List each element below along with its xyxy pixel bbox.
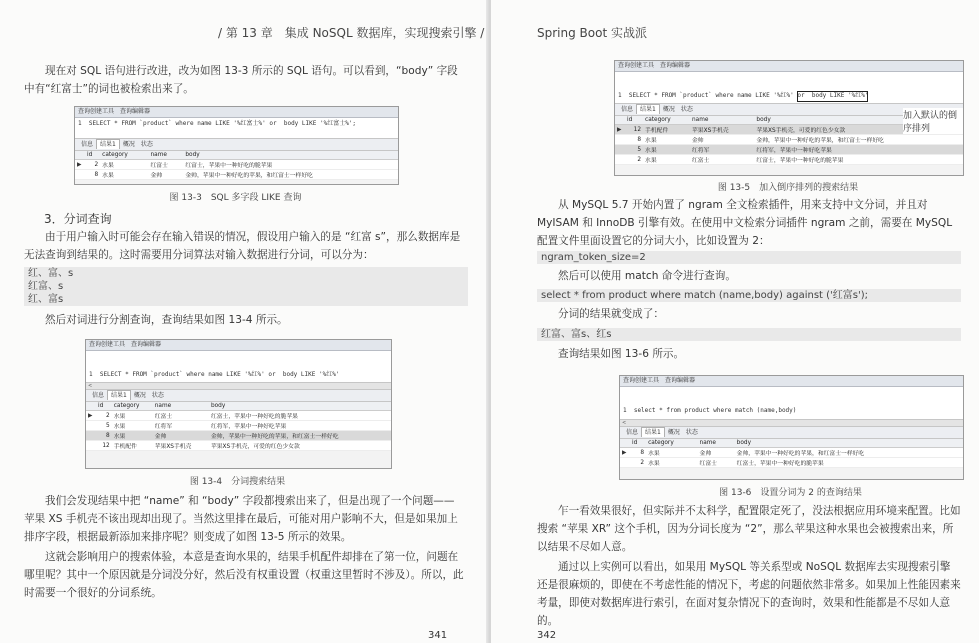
- cell-name[interactable]: 红富士: [148, 160, 183, 170]
- cell-id[interactable]: 8: [625, 135, 643, 145]
- right-paragraph-1: 从 MySQL 5.7 开始内置了 ngram 全文检索插件，用来支持中文分词，并且对 MyISAM 和 InnoDB 引擎有效。在使用中文检索分词插件 ngram 之前，需要在 MySQL 配置文件里面设置它的分词大小，比如设置为 2：: [537, 199, 953, 247]
- cell-category[interactable]: 水果: [643, 145, 690, 155]
- left-paragraph-4: 我们会发现结果中把 “name” 和 “body” 字段都搜索出来了，但是出现了一个问题——苹果 XS 手机壳不该出现却出现了。当然这里排在最后，可能对用户影响不大，但是如果加上排序字段，根据最新添加来排序呢？则变成了如图 13-5 所示的效果。: [24, 495, 458, 543]
- query-builder-tab[interactable]: 查询创建工具: [89, 341, 126, 348]
- cell-category[interactable]: 水果: [646, 448, 697, 458]
- row-marker-header: [620, 439, 630, 448]
- current-row-icon: ▶: [86, 411, 96, 421]
- cell-body[interactable]: 苹果XS手机壳，可爱的红色少女款: [209, 441, 391, 451]
- section-heading-segmentation: 3．分词查询: [44, 212, 112, 226]
- result-tabs: [620, 426, 963, 439]
- tab-profile[interactable]: 概况: [133, 392, 146, 399]
- cell-category[interactable]: 水果: [646, 458, 697, 468]
- sql-editor[interactable]: [75, 118, 398, 138]
- table-row[interactable]: [86, 411, 391, 421]
- table-row-selected[interactable]: [86, 431, 391, 441]
- cell-name[interactable]: 红将军: [690, 145, 754, 155]
- tab-result1[interactable]: 结果1: [107, 390, 131, 400]
- tab-profile[interactable]: 概况: [662, 106, 675, 113]
- current-row-icon: ▶: [620, 448, 630, 458]
- column-header-name[interactable]: name: [153, 402, 209, 411]
- tab-result1[interactable]: 结果1: [636, 104, 660, 114]
- row-marker-header: [86, 402, 96, 411]
- cell-category[interactable]: 水果: [112, 411, 153, 421]
- cell-id[interactable]: 2: [630, 458, 646, 468]
- column-header-category[interactable]: category: [643, 116, 690, 125]
- horizontal-scrollbar[interactable]: [86, 382, 391, 389]
- right-paragraph-4: 查询结果如图 13-6 所示。: [558, 348, 685, 360]
- editor-toolbar: [86, 340, 391, 351]
- column-header-category[interactable]: category: [112, 402, 153, 411]
- row-marker-header: [615, 116, 625, 125]
- query-editor-tab[interactable]: 查询编辑器: [659, 62, 690, 69]
- row-marker: [615, 145, 625, 155]
- segmentation-code-box: [24, 267, 468, 306]
- column-header-category[interactable]: category: [646, 439, 697, 448]
- right-paragraph-2: 然后可以使用 match 命令进行查询。: [558, 270, 736, 282]
- row-marker: [86, 421, 96, 431]
- tab-profile[interactable]: 概况: [122, 141, 135, 148]
- cell-category[interactable]: 水果: [643, 155, 690, 165]
- annotation-default-desc-order: 加入默认的倒序排列: [903, 108, 963, 134]
- column-header-name[interactable]: name: [690, 116, 754, 125]
- cell-body[interactable]: 金帅，苹果中一种好吃的苹果，和红富士一样好吃: [183, 170, 398, 180]
- cell-name[interactable]: 金帅: [690, 135, 754, 145]
- cell-category[interactable]: 水果: [112, 431, 153, 441]
- row-marker: [86, 431, 96, 441]
- column-header-id[interactable]: id: [85, 151, 100, 160]
- tab-result1[interactable]: 结果1: [96, 139, 120, 149]
- cell-id[interactable]: 12: [96, 441, 112, 451]
- cell-body[interactable]: 红富士，苹果中一种好吃的脆苹果: [735, 458, 963, 468]
- column-header-id[interactable]: id: [625, 116, 643, 125]
- cell-id[interactable]: 2: [85, 160, 100, 170]
- cell-category[interactable]: 水果: [112, 421, 153, 431]
- cell-name[interactable]: 金帅: [148, 170, 183, 180]
- row-marker: [86, 441, 96, 451]
- table-row[interactable]: [620, 458, 963, 468]
- cell-category[interactable]: 水果: [643, 135, 690, 145]
- cell-name[interactable]: 红富士: [690, 155, 754, 165]
- table-row[interactable]: [86, 421, 391, 431]
- cell-body[interactable]: 红富士，苹果中一种好吃的脆苹果: [754, 155, 963, 165]
- tab-info[interactable]: 信息: [92, 392, 105, 399]
- code-line: 红、富s: [28, 294, 64, 305]
- figure-13-3-screenshot: [74, 106, 399, 185]
- tab-info[interactable]: 信息: [81, 141, 94, 148]
- cell-body[interactable]: 红将军，苹果中一种好吃苹果: [209, 421, 391, 431]
- column-header-body[interactable]: body: [735, 439, 963, 448]
- sql-line: 1 select * from product where match (name,body): [623, 407, 797, 414]
- query-editor-tab[interactable]: 查询编辑器: [664, 377, 695, 384]
- table-row[interactable]: [620, 448, 963, 458]
- tab-status[interactable]: 状态: [140, 141, 153, 148]
- table-header-row: [620, 439, 963, 448]
- current-row-icon: ▶: [75, 160, 85, 170]
- sql-editor[interactable]: [86, 351, 391, 382]
- left-paragraph-2: 由于用户输入时可能会存在输入错误的情况，假设用户输入的是 “红富 s”，那么数据库是无法查询到结果的。这时需要用分词算法对输入数据进行分词，可以分为：: [24, 231, 461, 261]
- right-page: [491, 0, 979, 643]
- cell-id[interactable]: 8: [96, 431, 112, 441]
- sql-line: 1 SELECT * FROM `product` where name LIKE '%红%' or body LIKE '%红%': [618, 92, 869, 99]
- tab-status[interactable]: 状态: [680, 106, 693, 113]
- figure-13-6-caption: 图 13-6 设置分词为 2 的查询结果: [719, 488, 862, 498]
- page-number-left: 341: [428, 630, 448, 641]
- cell-name[interactable]: 苹果XS手机壳: [690, 125, 754, 135]
- table-row[interactable]: [75, 170, 398, 180]
- figure-13-6-screenshot: [619, 375, 964, 480]
- table-row-selected[interactable]: [615, 145, 963, 155]
- cell-name[interactable]: 红将军: [153, 421, 209, 431]
- result-grid: [75, 151, 398, 180]
- cell-category[interactable]: 水果: [100, 160, 148, 170]
- column-header-id[interactable]: id: [96, 402, 112, 411]
- column-header-name[interactable]: name: [698, 439, 735, 448]
- table-header-row: [86, 402, 391, 411]
- column-header-category[interactable]: category: [100, 151, 148, 160]
- table-row[interactable]: [615, 135, 963, 145]
- editor-toolbar: [75, 107, 398, 118]
- row-marker-header: [75, 151, 85, 160]
- right-paragraph-3: 分词的结果就变成了：: [558, 308, 664, 320]
- row-marker: [615, 135, 625, 145]
- cell-id[interactable]: 2: [96, 411, 112, 421]
- order-by-highlight-box: [797, 91, 868, 102]
- right-running-header: Spring Boot 实战派: [537, 26, 647, 40]
- row-marker: [620, 458, 630, 468]
- query-builder-tab[interactable]: 查询创建工具: [618, 62, 655, 69]
- result-tabs: [86, 389, 391, 402]
- tab-profile[interactable]: 概况: [667, 429, 680, 436]
- tab-info[interactable]: 信息: [626, 429, 639, 436]
- figure-13-5-screenshot: [614, 60, 964, 176]
- match-query-code: select * from product where match (name,body) against ('红富s');: [537, 289, 961, 302]
- cell-body[interactable]: 红富士，苹果中一种好吃的脆苹果: [209, 411, 391, 421]
- table-row[interactable]: [86, 441, 391, 451]
- cell-category[interactable]: 水果: [100, 170, 148, 180]
- figure-13-3-caption: 图 13-3 SQL 多字段 LIKE 查询: [169, 193, 302, 203]
- current-row-icon: ▶: [615, 125, 625, 135]
- tab-status[interactable]: 状态: [151, 392, 164, 399]
- sql-line: 1 SELECT * FROM `product` where name LIKE '%红%' or body LIKE '%红%': [89, 371, 340, 378]
- scroll-left-icon[interactable]: <: [622, 420, 627, 426]
- table-header-row: [75, 151, 398, 160]
- left-running-header: / 第 13 章 集成 NoSQL 数据库，实现搜索引擎 /: [218, 26, 485, 40]
- cell-category[interactable]: 手机配件: [112, 441, 153, 451]
- cell-id[interactable]: 2: [625, 155, 643, 165]
- result-grid: [620, 439, 963, 468]
- row-marker: [75, 170, 85, 180]
- segmentation-result-code: 红富、富s、红s: [537, 328, 961, 341]
- sql-editor[interactable]: [615, 72, 963, 103]
- figure-13-4-screenshot: [85, 339, 392, 469]
- column-header-name[interactable]: name: [148, 151, 183, 160]
- code-line: 红富、s: [28, 281, 64, 292]
- table-row[interactable]: [75, 160, 398, 170]
- scroll-left-icon[interactable]: <: [88, 383, 93, 389]
- query-editor-tab[interactable]: 查询编辑器: [130, 341, 161, 348]
- horizontal-scrollbar[interactable]: [620, 419, 963, 426]
- right-paragraph-5: 乍一看效果很好，但实际并不太科学，配置限定死了，没法根据应用环境来配置。比如搜索 “苹果 XR” 这个手机，因为分词长度为 “2”，那么苹果这种水果也会被搜索出来，所以结果不尽如人意。: [537, 505, 961, 553]
- column-header-body[interactable]: body: [183, 151, 398, 160]
- figure-13-4-caption: 图 13-4 分词搜索结果: [189, 477, 286, 487]
- cell-name[interactable]: 红富士: [153, 411, 209, 421]
- tab-info[interactable]: 信息: [621, 106, 634, 113]
- left-paragraph-1: 现在对 SQL 语句进行改进，改为如图 13-3 所示的 SQL 语句。可以看到，“body” 字段中有“红富士”的词也被检索出来了。: [24, 65, 458, 95]
- left-paragraph-5: 这就会影响用户的搜索体验，本意是查询水果的，结果手机配件却排在了第一位，问题在哪里呢？其中一个原因就是分词没分好，然后没有权重设置（权重这里暂时不涉及）。所以，此时需要一个很好的分词系统。: [24, 551, 464, 599]
- left-paragraph-3: 然后对词进行分割查询，查询结果如图 13-4 所示。: [45, 314, 288, 326]
- query-builder-tab[interactable]: 查询创建工具: [78, 108, 115, 115]
- left-page: [0, 0, 488, 643]
- column-header-body[interactable]: body: [209, 402, 391, 411]
- cell-id[interactable]: 8: [85, 170, 100, 180]
- page-number-right: 342: [537, 630, 557, 641]
- column-header-body[interactable]: body: [754, 116, 963, 125]
- column-header-id[interactable]: id: [630, 439, 646, 448]
- cell-category[interactable]: 手机配件: [643, 125, 690, 135]
- result-tabs: [75, 138, 398, 151]
- sql-line: 1 SELECT * FROM `product` where name LIKE '%红富士%' or body LIKE '%红富士%';: [78, 120, 357, 127]
- cell-name[interactable]: 苹果XS手机壳: [153, 441, 209, 451]
- ngram-config-code: ngram_token_size=2: [537, 251, 961, 264]
- cell-id[interactable]: 12: [625, 125, 643, 135]
- figure-13-5-caption: 图 13-5 加入倒序排列的搜索结果: [717, 183, 859, 193]
- cell-name[interactable]: 金帅: [698, 448, 735, 458]
- cell-body[interactable]: 金帅，苹果中一种好吃的苹果，和红富士一样好吃: [754, 135, 963, 145]
- cell-body[interactable]: 金帅，苹果中一种好吃的苹果，和红富士一样好吃: [209, 431, 391, 441]
- editor-toolbar: [615, 61, 963, 72]
- right-paragraph-6: 通过以上实例可以看出，如果用 MySQL 等关系型或 NoSQL 数据库去实现搜索引擎还是很麻烦的，即使在不考虑性能的情况下，考虑的问题依然非常多。如果加上性能因素来考量，即使对数据库进行索引，在面对复杂情况下的查询时，效果和性能都是不尽如人意的。: [537, 561, 961, 627]
- query-builder-tab[interactable]: 查询创建工具: [623, 377, 660, 384]
- cell-body[interactable]: 红富士，苹果中一种好吃的脆苹果: [183, 160, 398, 170]
- result-grid: [86, 402, 391, 451]
- cell-id[interactable]: 5: [625, 145, 643, 155]
- tab-result1[interactable]: 结果1: [641, 427, 665, 437]
- cell-body[interactable]: 红将军，苹果中一种好吃苹果: [754, 145, 963, 155]
- cell-body[interactable]: 金帅，苹果中一种好吃的苹果，和红富士一样好吃: [735, 448, 963, 458]
- cell-id[interactable]: 8: [630, 448, 646, 458]
- cell-id[interactable]: 5: [96, 421, 112, 431]
- tab-status[interactable]: 状态: [685, 429, 698, 436]
- query-editor-tab[interactable]: 查询编辑器: [119, 108, 150, 115]
- cell-name[interactable]: 金帅: [153, 431, 209, 441]
- editor-toolbar: [620, 376, 963, 387]
- row-marker: [615, 155, 625, 165]
- code-line: 红、富、s: [28, 268, 74, 279]
- table-row[interactable]: [615, 155, 963, 165]
- cell-body[interactable]: 苹果XS手机壳，可爱的红色少女款: [754, 125, 963, 135]
- cell-name[interactable]: 红富士: [698, 458, 735, 468]
- sql-editor[interactable]: [620, 387, 963, 419]
